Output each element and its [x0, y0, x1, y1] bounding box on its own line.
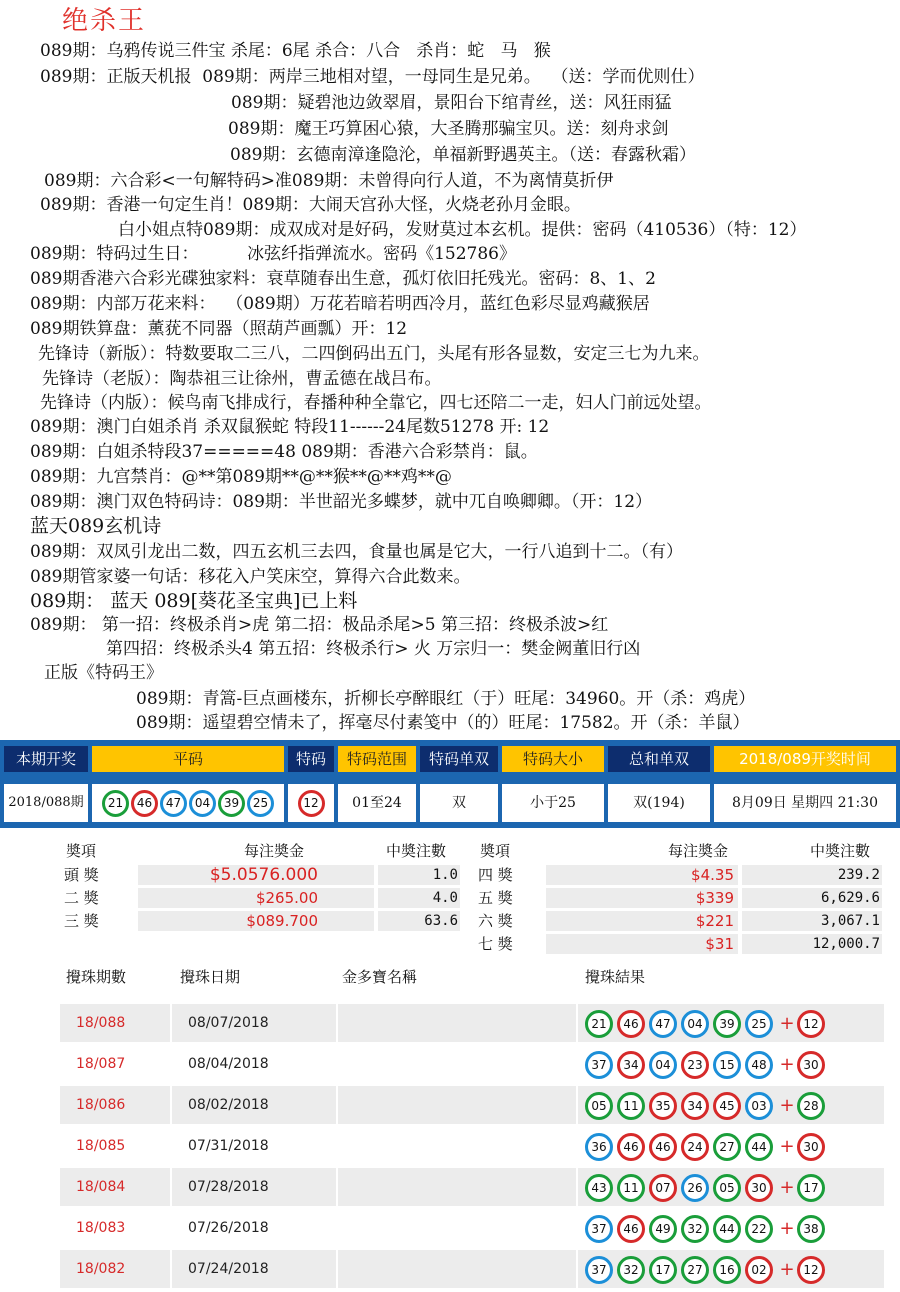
prize-header-item: 奬項: [66, 842, 97, 860]
prize-count: 12,000.7: [812, 936, 880, 952]
prize-header-count: 中奬注數: [386, 842, 447, 860]
plus-sign: +: [779, 1094, 795, 1116]
flat-ball: 25: [247, 790, 274, 817]
row-divider: [336, 1250, 578, 1288]
draw-balls: [585, 1209, 829, 1247]
prize-amount: $221: [695, 912, 734, 930]
draw-ball: 11: [617, 1174, 645, 1202]
plus-sign: +: [779, 1258, 795, 1280]
header-special-size: 特码大小: [502, 746, 604, 772]
draw-ball: 11: [617, 1092, 645, 1120]
prediction-line: 089期：魔王巧算困心猿，大圣腾那骗宝贝。送：刻舟求剑: [228, 119, 669, 139]
prize-name: 四 獎: [478, 866, 513, 884]
draw-special-ball: 30: [797, 1051, 825, 1079]
prediction-line: 089期：特码过生日： 冰弦纤指弹流水。密码《152786》: [30, 244, 516, 264]
draw-date: 08/02/2018: [188, 1097, 269, 1113]
flat-ball: 46: [131, 790, 158, 817]
prize-count: 239.2: [837, 867, 880, 883]
header-flat-numbers: 平码: [92, 746, 284, 772]
draw-ball: 34: [681, 1092, 709, 1120]
prediction-line: 089期： 蓝天 089[葵花圣宝典]已上料: [30, 590, 358, 612]
table-row: [60, 1250, 884, 1288]
prize-row: [58, 887, 488, 909]
sum-odd-even: 双(194): [608, 784, 710, 822]
flat-ball: 47: [160, 790, 187, 817]
plus-sign: +: [779, 1053, 795, 1075]
draw-ball: 05: [713, 1174, 741, 1202]
prediction-line: 089期：白姐杀特段37=====48 089期：香港六合彩禁肖：鼠。: [30, 442, 538, 462]
draw-ball: 43: [585, 1174, 613, 1202]
prize-row: [472, 933, 900, 955]
draw-balls: [585, 1045, 829, 1083]
header-next-draw-time: 2018/089开奖时间: [714, 746, 896, 772]
prize-header-count-right: 中奬注數: [810, 842, 871, 860]
row-divider: [336, 1004, 578, 1042]
draw-ball: 23: [681, 1051, 709, 1079]
draw-ball: 27: [713, 1133, 741, 1161]
special-odd-even: 双: [420, 784, 498, 822]
prize-name: 三 獎: [64, 912, 99, 930]
prize-amount: $265.00: [255, 889, 318, 907]
plus-sign: +: [779, 1012, 795, 1034]
row-divider: [336, 1127, 578, 1165]
draw-header-result: 攪珠結果: [585, 968, 646, 986]
plus-sign: +: [779, 1135, 795, 1157]
next-draw-time: 8月09日 星期四 21:30: [714, 784, 896, 822]
draw-ball: 37: [585, 1256, 613, 1284]
draw-ball: 07: [649, 1174, 677, 1202]
draw-ball: 36: [585, 1133, 613, 1161]
draw-ball: 37: [585, 1215, 613, 1243]
draw-header-name: 金多寶名稱: [342, 968, 418, 986]
special-ball: 12: [298, 790, 325, 817]
prize-row: [472, 910, 900, 932]
header-current-draw: 本期开奖: [4, 746, 88, 772]
result-table: [0, 740, 900, 828]
draw-period: 2018/088期: [4, 784, 88, 822]
draw-date: 07/24/2018: [188, 1261, 269, 1277]
draw-balls: [585, 1127, 829, 1165]
draw-ball: 17: [649, 1256, 677, 1284]
draw-number: 18/086: [76, 1097, 126, 1113]
draw-ball: 26: [681, 1174, 709, 1202]
prediction-line: 089期：澳门白姐杀肖 杀双鼠猴蛇 特段11------24尾数51278 开: 12: [30, 417, 550, 437]
draw-date: 07/28/2018: [188, 1179, 269, 1195]
prediction-line: 089期：疑碧池边敛翠眉，景阳台下绾青丝，送：风狂雨猛: [231, 93, 672, 113]
row-divider: [336, 1086, 578, 1124]
prediction-line: 089期：青篙-巨点画楼东，折柳长亭醉眼红（于）旺尾：34960。开（杀：鸡虎）: [136, 689, 756, 709]
table-row: [60, 1168, 884, 1206]
prize-header-amount-right: 每注奬金: [668, 842, 729, 860]
prize-count: 6,629.6: [820, 890, 880, 906]
draw-balls: [585, 1250, 829, 1288]
table-row: [60, 1045, 884, 1083]
prediction-line: 089期管家婆一句话：移花入户笑床空，算得六合此数来。: [30, 567, 471, 587]
draw-ball: 37: [585, 1051, 613, 1079]
draw-ball: 21: [585, 1010, 613, 1038]
table-row: [60, 1086, 884, 1124]
prize-count: 63.6: [424, 913, 458, 929]
draw-ball: 45: [713, 1092, 741, 1120]
draw-ball: 46: [649, 1133, 677, 1161]
row-divider: [336, 1209, 578, 1247]
prize-count: 3,067.1: [820, 913, 880, 929]
draw-ball: 15: [713, 1051, 741, 1079]
draw-ball: 47: [649, 1010, 677, 1038]
prize-row: [58, 864, 488, 886]
draw-ball: 46: [617, 1133, 645, 1161]
draw-number: 18/083: [76, 1220, 126, 1236]
draw-ball: 49: [649, 1215, 677, 1243]
prediction-line: 089期：内部万花来料： （089期）万花若暗若明西冷月，蓝红色彩尽显鸡藏猴居: [30, 294, 650, 314]
draw-date: 08/07/2018: [188, 1015, 269, 1031]
prediction-line: 第四招：终极杀头4 第五招：终极杀行> 火 万宗归一：樊金阙董旧行凶: [106, 639, 641, 659]
draw-ball: 39: [713, 1010, 741, 1038]
draw-ball: 44: [745, 1133, 773, 1161]
prize-name: 六 獎: [478, 912, 513, 930]
draw-special-ball: 12: [797, 1256, 825, 1284]
prize-row: [472, 887, 900, 909]
prediction-line: 089期： 第一招：终极杀肖>虎 第二招：极品杀尾>5 第三招：终极杀波>红: [30, 615, 609, 635]
draw-ball: 24: [681, 1133, 709, 1161]
draw-ball: 04: [681, 1010, 709, 1038]
prediction-line: 089期：双凤引龙出二数，四五玄机三去四，食量也属是它大，一行八追到十二。（有）: [30, 542, 683, 562]
prediction-line: 089期：遥望碧空情未了，挥毫尽付素笺中（的）旺尾：17582。开（杀：羊鼠）: [136, 713, 750, 733]
row-divider: [336, 1168, 578, 1206]
prediction-line: 089期：玄德南漳逢隐沦，单福新野遇英主。（送：春露秋霜）: [230, 145, 696, 165]
prize-header-item-right: 奬項: [480, 842, 511, 860]
page-title: 绝杀王: [62, 6, 147, 36]
prediction-line: 白小姐点特089期：成双成对是好码，发财莫过本玄机。提供：密码（410536）（特：12）: [118, 220, 807, 240]
prize-amount: $339: [695, 889, 734, 907]
prize-name: 二 獎: [64, 889, 99, 907]
prediction-line: 089期：六合彩<一句解特码>准089期：未曾得向行人道，不为离情莫折伊: [44, 171, 614, 191]
draw-date: 07/31/2018: [188, 1138, 269, 1154]
draw-special-ball: 30: [797, 1133, 825, 1161]
prize-name: 五 獎: [478, 889, 513, 907]
draw-number: 18/088: [76, 1015, 126, 1031]
prediction-line: 089期：澳门双色特码诗：089期：半世韶光多蝶梦，就中兀自唤卿卿。（开：12）: [30, 492, 653, 512]
draw-header-no: 攪珠期數: [66, 968, 127, 986]
header-sum-odd-even: 总和单双: [608, 746, 710, 772]
flat-balls: [92, 784, 284, 822]
table-row: [60, 1004, 884, 1042]
prediction-line: 089期铁算盘：薰莸不同器（照葫芦画瓢）开：12: [30, 319, 408, 339]
draw-date: 08/04/2018: [188, 1056, 269, 1072]
draw-ball: 16: [713, 1256, 741, 1284]
draw-special-ball: 17: [797, 1174, 825, 1202]
draw-ball: 05: [585, 1092, 613, 1120]
draw-number: 18/087: [76, 1056, 126, 1072]
prediction-line: 蓝天089玄机诗: [30, 515, 162, 537]
draw-ball: 02: [745, 1256, 773, 1284]
flat-ball: 04: [189, 790, 216, 817]
draw-ball: 27: [681, 1256, 709, 1284]
prize-amount: $4.35: [691, 866, 734, 884]
prize-count: 4.0: [432, 890, 458, 906]
prize-row: [58, 910, 488, 932]
draw-ball: 34: [617, 1051, 645, 1079]
prize-amount: $31: [705, 935, 734, 953]
plus-sign: +: [779, 1217, 795, 1239]
prize-name: 七 獎: [478, 935, 513, 953]
prize-name: 頭 獎: [64, 866, 99, 884]
header-special-number: 特码: [288, 746, 334, 772]
special-ball-cell: [288, 784, 334, 822]
draw-ball: 30: [745, 1174, 773, 1202]
special-size: 小于25: [502, 784, 604, 822]
draw-balls: [585, 1004, 829, 1042]
prediction-line: 089期：九宫禁肖：@**第089期**@**猴**@**鸡**@: [30, 467, 452, 487]
draw-ball: 44: [713, 1215, 741, 1243]
draw-date: 07/26/2018: [188, 1220, 269, 1236]
draw-number: 18/085: [76, 1138, 126, 1154]
draw-ball: 35: [649, 1092, 677, 1120]
draw-ball: 22: [745, 1215, 773, 1243]
special-range: 01至24: [338, 784, 416, 822]
prediction-line: 先锋诗（老版）：陶恭祖三让徐州，曹孟德在战吕布。: [42, 369, 442, 389]
table-row: [60, 1209, 884, 1247]
prediction-line: 先锋诗（内版）：候鸟南飞排成行，春播种种全靠它，四七还陪二一走，妇人门前远处望。: [40, 393, 712, 413]
draw-special-ball: 12: [797, 1010, 825, 1038]
prediction-line: 先锋诗（新版）：特数要取二三八，二四倒码出五门，头尾有形各显数，安定三七为九来。: [38, 344, 710, 364]
draw-special-ball: 38: [797, 1215, 825, 1243]
prize-count: 1.0: [432, 867, 458, 883]
prediction-line: 正版《特码王》: [44, 663, 163, 683]
prediction-line: 089期：正版天机报 089期：两岸三地相对望，一母同生是兄弟。 （送：学而优则仕）: [40, 67, 705, 87]
draw-ball: 46: [617, 1010, 645, 1038]
draw-number: 18/084: [76, 1179, 126, 1195]
header-special-range: 特码范围: [338, 746, 416, 772]
prediction-line: 089期：乌鸦传说三件宝 杀尾：6尾 杀合：八合 杀肖：蛇 马 猴: [40, 41, 551, 61]
prize-row: [472, 864, 900, 886]
prediction-line: 089期：香港一句定生肖！089期：大闹天宫孙大怪，火烧老孙月金眼。: [40, 195, 581, 215]
draw-ball: 32: [681, 1215, 709, 1243]
draw-balls: [585, 1086, 829, 1124]
table-row: [60, 1127, 884, 1165]
row-divider: [336, 1045, 578, 1083]
draw-ball: 04: [649, 1051, 677, 1079]
flat-ball: 21: [102, 790, 129, 817]
draw-header-date: 攪珠日期: [180, 968, 241, 986]
prize-amount: $089.700: [246, 912, 318, 930]
draw-balls: [585, 1168, 829, 1206]
draw-number: 18/082: [76, 1261, 126, 1277]
draw-ball: 46: [617, 1215, 645, 1243]
prize-header-amount: 每注奬金: [244, 842, 305, 860]
draw-special-ball: 28: [797, 1092, 825, 1120]
draw-ball: 25: [745, 1010, 773, 1038]
prediction-line: 089期香港六合彩光碟独家料：衰草随春出生意，孤灯依旧托残光。密码：8、1、2: [30, 269, 656, 289]
header-special-odd-even: 特码单双: [420, 746, 498, 772]
prize-amount: $5.0576.000: [209, 865, 318, 885]
flat-ball: 39: [218, 790, 245, 817]
draw-ball: 32: [617, 1256, 645, 1284]
draw-ball: 48: [745, 1051, 773, 1079]
draw-ball: 03: [745, 1092, 773, 1120]
plus-sign: +: [779, 1176, 795, 1198]
